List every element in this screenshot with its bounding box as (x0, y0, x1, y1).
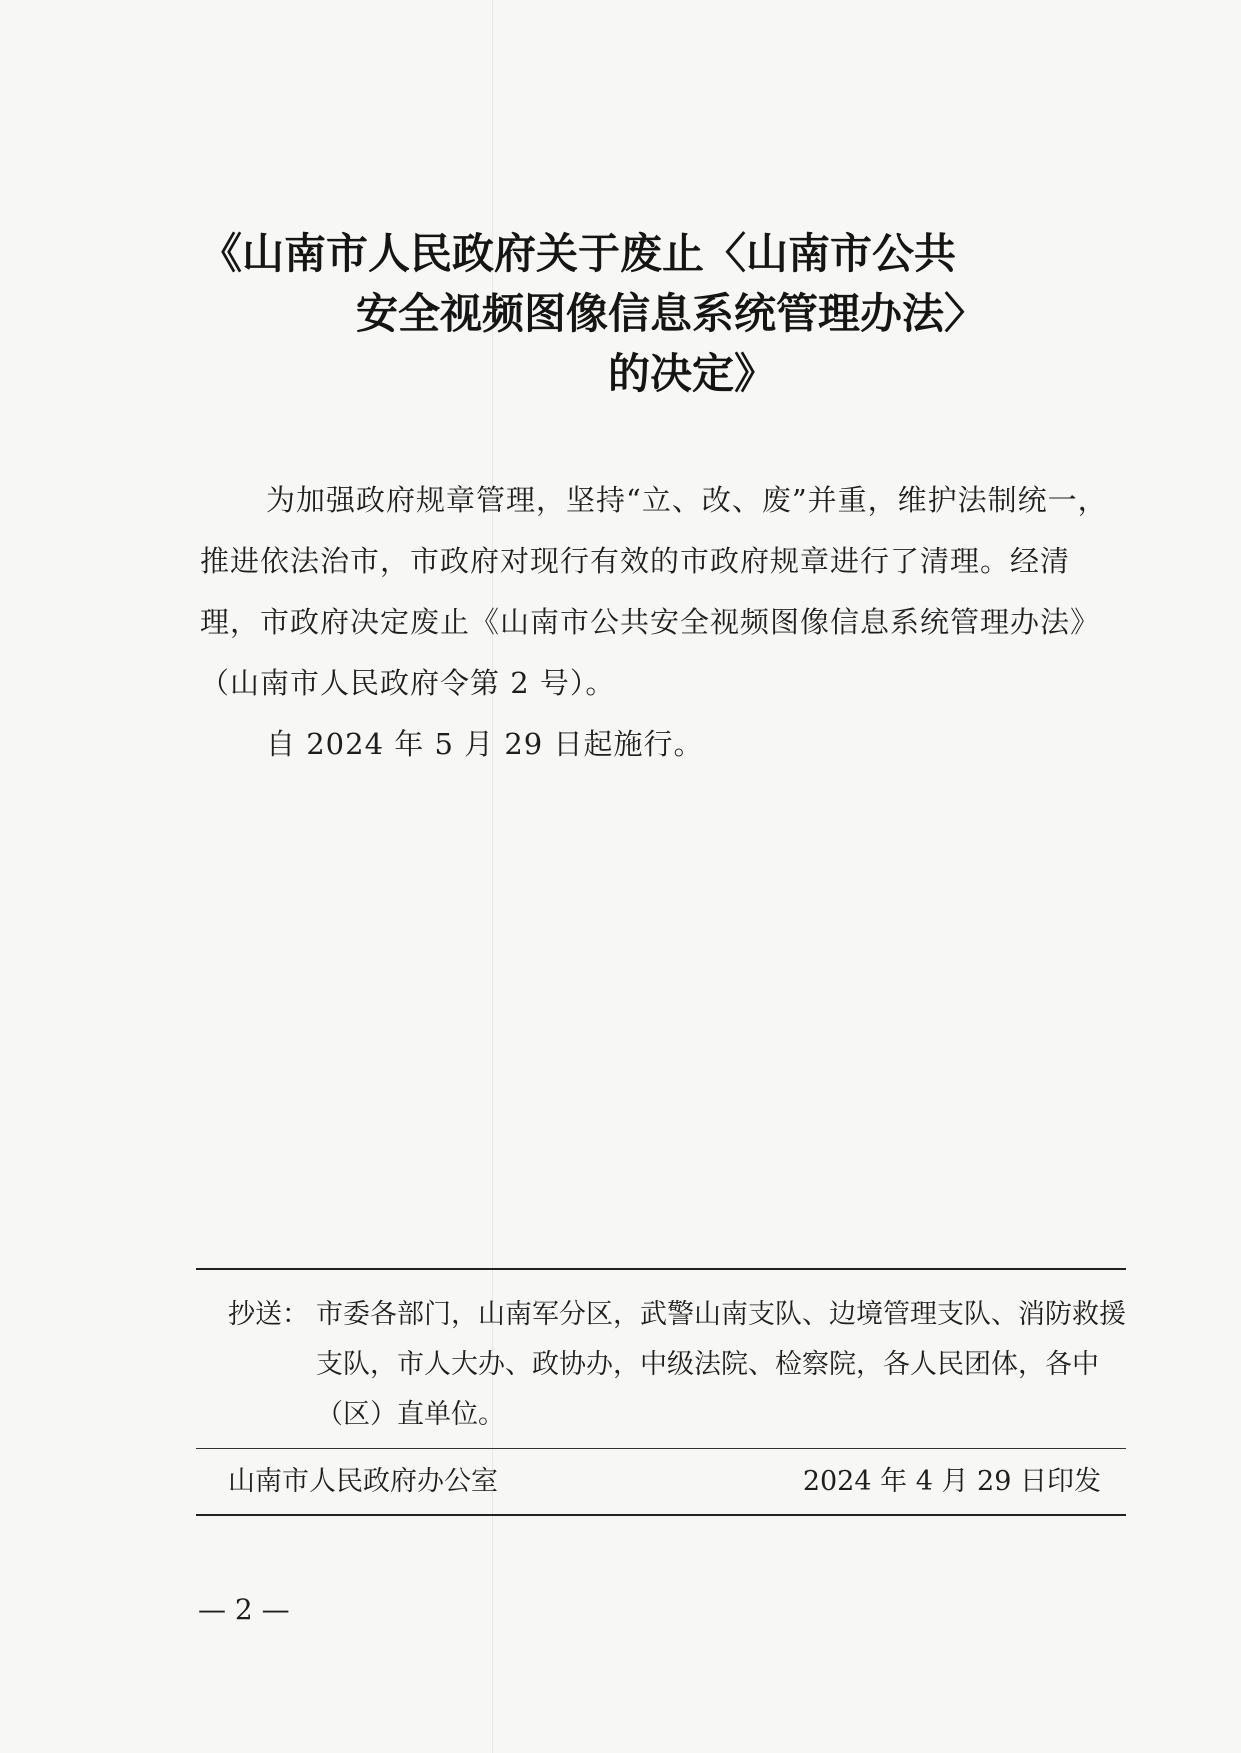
cc-recipients: 市委各部门，山南军分区，武警山南支队、边境管理支队、消防救援支队，市人大办、政协办，中级法院、检察院，各人民团体，各中（区）直单位。 (316, 1299, 1126, 1430)
title-line-3: 的决定》 (608, 349, 777, 398)
document-body (200, 470, 1120, 775)
cc-bottom-rule (196, 1514, 1126, 1516)
body-paragraph-2: 自 2024 年 5 月 29 日起施行。 (266, 727, 704, 761)
cc-label: 抄送： (228, 1299, 309, 1330)
cc-middle-rule (196, 1448, 1126, 1449)
body-paragraph-1: 为加强政府规章管理，坚持“立、改、废”并重，维护法制统一，推进依法治市，市政府对现行有效的市政府规章进行了清理。经清理，市政府决定废止《山南市公共安全视频图像信息系统管理办法》（山南市人民政府令第 2 号）。 (200, 483, 1108, 700)
title-line-2: 安全视频图像信息系统管理办法〉 (356, 289, 987, 338)
issuer: 山南市人民政府办公室 (228, 1466, 498, 1497)
page-number: — 2 — (198, 1593, 290, 1626)
title-line-1: 《山南市人民政府关于废止〈山南市公共 (200, 229, 957, 278)
issue-date: 2024 年 4 月 29 日印发 (802, 1466, 1101, 1497)
cc-top-rule (196, 1268, 1126, 1270)
